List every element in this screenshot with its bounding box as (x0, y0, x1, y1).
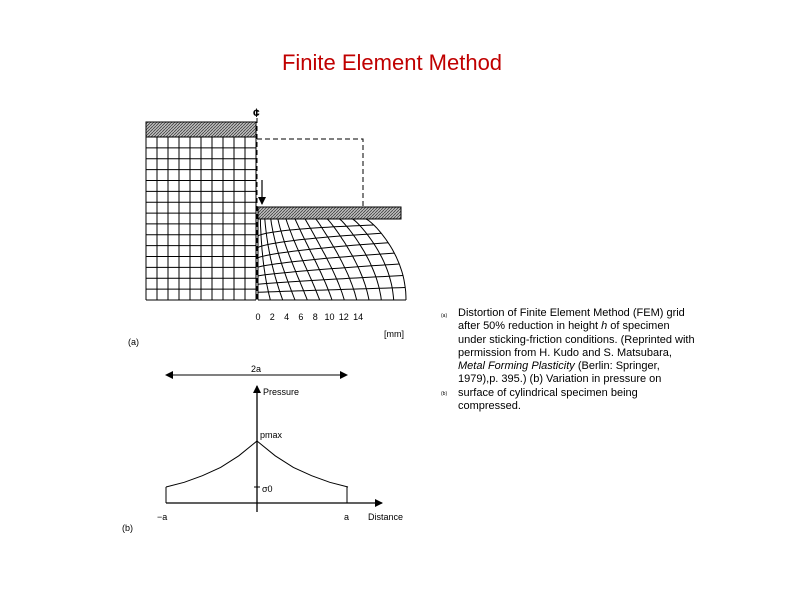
caption-a-h: h (601, 320, 608, 333)
original-mesh (146, 137, 256, 300)
caption-marker-a: (a) (441, 313, 448, 319)
figure-caption (458, 307, 698, 413)
span-label: 2a (251, 364, 262, 374)
caption-a-book: Metal Forming Plasticity (458, 360, 575, 373)
slide-title: Finite Element Method (281, 50, 503, 75)
deformed-mesh (258, 219, 406, 300)
figure-b-label: (b) (122, 523, 133, 533)
x-tick-label: 2 (269, 312, 275, 322)
x-tick-label: 0 (255, 312, 261, 322)
figure-a-label: (a) (128, 337, 139, 347)
x-tick-label: 6 (298, 312, 304, 322)
x-tick-label: 14 (353, 312, 364, 322)
y-axis-label: Pressure (263, 387, 300, 397)
left-bound-label: −a (157, 512, 168, 522)
x-unit-label: [mm] (384, 329, 404, 339)
mesh-line (258, 264, 399, 276)
x-tick-label: 8 (312, 312, 318, 322)
mesh-line (327, 219, 369, 300)
x-axis-label: Distance (368, 512, 404, 522)
caption-a-text-1: Distortion of Finite Element Method (FEM) grid after 50% reduction in height (458, 307, 685, 333)
x-tick-label: 10 (324, 312, 335, 322)
lower-die-right (258, 207, 401, 219)
caption-a-text-3: (Berlin: Springer, 1979),p. 395.) ( (458, 360, 660, 386)
mesh-line (258, 225, 374, 236)
upper-die-left (146, 122, 256, 137)
mesh-line (260, 219, 270, 300)
right-bound-label: a (344, 512, 350, 522)
mesh-line (258, 276, 403, 285)
fem-diagram (146, 106, 406, 339)
centerline-symbol: ¢ (253, 106, 260, 120)
x-tick-label: 4 (284, 312, 290, 322)
mesh-line (258, 288, 405, 293)
pressure-diagram (157, 364, 403, 522)
original-outline-dashed (257, 139, 363, 207)
x-tick-label: 12 (338, 312, 349, 322)
x-tick-labels (255, 312, 363, 322)
caption-a-text-2: of specimen under sticking-friction conditions. (Reprinted with permission from H. Kudo and S. Matsubara, (458, 320, 695, 359)
caption-b-text: b) Variation in pressure on surface of cylindrical specimen being compressed. (458, 373, 662, 413)
caption-marker-b: (b) (441, 391, 448, 397)
base-label: σ0 (262, 484, 273, 494)
peak-label: pmax (260, 430, 283, 440)
mesh-line (340, 219, 382, 300)
